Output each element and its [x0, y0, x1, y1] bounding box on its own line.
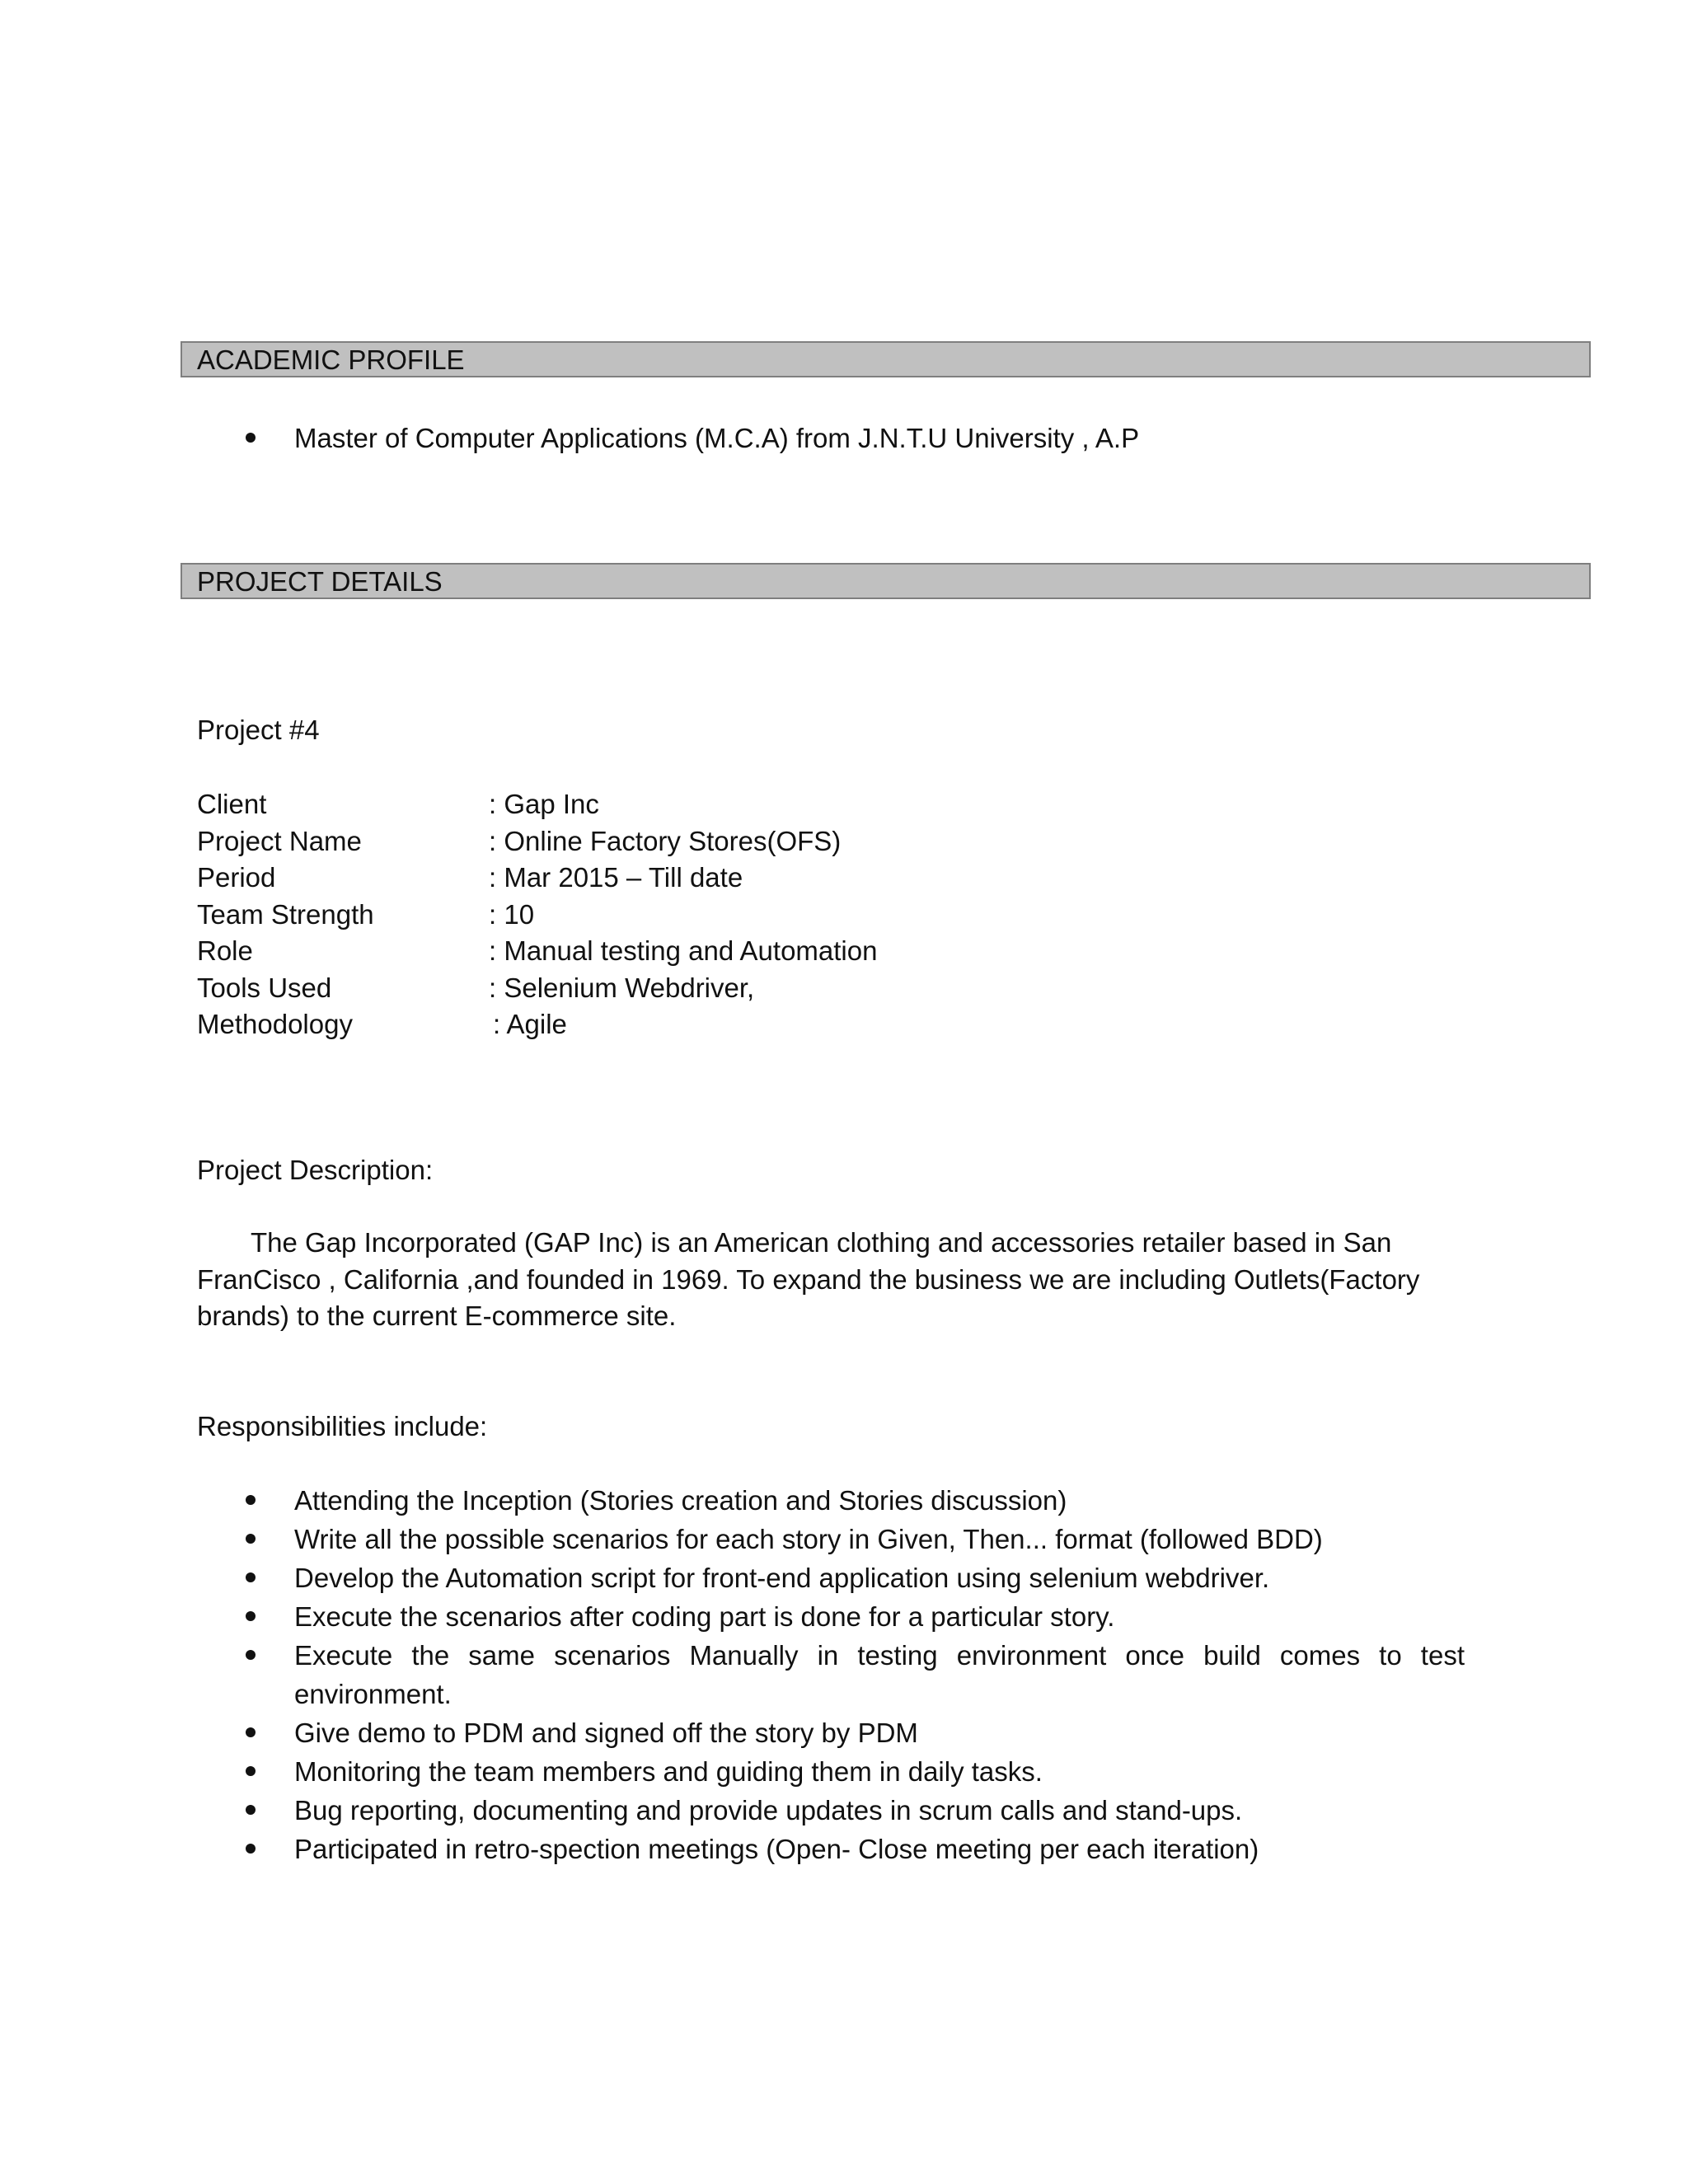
- bullet-icon: [246, 1611, 256, 1621]
- field-key: Client: [197, 789, 267, 819]
- field-value: : Manual testing and Automation: [489, 935, 878, 966]
- responsibility-text: Execute the same scenarios Manually in testing environment once build comes to test environment.: [294, 1640, 1465, 1709]
- field-key: Role: [197, 935, 253, 966]
- list-item: [197, 1713, 1465, 1752]
- list-item: [197, 1791, 1465, 1830]
- bullet-icon: [246, 1805, 256, 1815]
- field-key: Tools Used: [197, 972, 332, 1003]
- list-item: [197, 1830, 1465, 1868]
- bullet-icon: [246, 433, 256, 443]
- academic-profile-list: [197, 419, 1139, 457]
- field-key: Period: [197, 862, 276, 893]
- field-key: Methodology: [197, 1009, 353, 1039]
- field-value: : 10: [489, 898, 535, 930]
- responsibility-text: Monitoring the team members and guiding them in daily tasks.: [294, 1756, 1043, 1787]
- responsibility-text: Attending the Inception (Stories creation and Stories discussion): [294, 1485, 1067, 1516]
- responsibility-text: Bug reporting, documenting and provide updates in scrum calls and stand-ups.: [294, 1795, 1243, 1825]
- field-value: : Agile: [493, 1009, 567, 1039]
- description-line: The Gap Incorporated (GAP Inc) is an American clothing and accessories retailer based in San: [251, 1227, 1392, 1258]
- bullet-icon: [246, 1650, 256, 1660]
- bullet-icon: [246, 1572, 256, 1582]
- list-item: [197, 1752, 1465, 1791]
- project-details-heading: PROJECT DETAILS: [181, 563, 1591, 599]
- bullet-icon: [246, 1727, 256, 1737]
- field-value: : Mar 2015 – Till date: [489, 862, 743, 893]
- responsibility-text: Write all the possible scenarios for each story in Given, Then... format (followed BDD): [294, 1524, 1323, 1554]
- bullet-icon: [246, 1495, 256, 1505]
- responsibility-text: Execute the scenarios after coding part is done for a particular story.: [294, 1601, 1115, 1632]
- field-value: : Gap Inc: [489, 789, 599, 819]
- project-description-label: Project Description:: [197, 1155, 434, 1185]
- field-value: : Online Factory Stores(OFS): [489, 825, 842, 856]
- bullet-icon: [246, 1766, 256, 1776]
- academic-item-text: Master of Computer Applications (M.C.A) from J.N.T.U University , A.P: [294, 423, 1140, 453]
- bullet-icon: [246, 1844, 256, 1854]
- field-value: : Selenium Webdriver,: [489, 972, 755, 1003]
- project-number: Project #4: [197, 715, 320, 745]
- field-key: Project Name: [197, 825, 362, 856]
- responsibilities-label: Responsibilities include:: [197, 1411, 488, 1441]
- field-key: Team Strength: [197, 898, 374, 930]
- list-item: [197, 1481, 1465, 1520]
- project-description: [197, 1225, 1483, 1335]
- list-item: [197, 1597, 1465, 1636]
- list-item: [197, 1558, 1465, 1597]
- description-line: brands) to the current E-commerce site.: [197, 1301, 677, 1331]
- responsibility-text: Participated in retro-spection meetings (Open- Close meeting per each iteration): [294, 1834, 1259, 1864]
- list-item: [197, 1520, 1465, 1558]
- bullet-icon: [246, 1534, 256, 1544]
- responsibilities-list: [197, 1481, 1465, 1868]
- responsibility-text: Develop the Automation script for front-end application using selenium webdriver.: [294, 1563, 1270, 1593]
- list-item: [197, 419, 1139, 457]
- list-item: [197, 1636, 1465, 1713]
- description-line: FranCisco , California ,and founded in 1969. To expand the business we are including Outlets(Factory: [197, 1263, 1420, 1295]
- academic-profile-heading: ACADEMIC PROFILE: [181, 341, 1591, 377]
- responsibility-text: Give demo to PDM and signed off the story by PDM: [294, 1718, 918, 1748]
